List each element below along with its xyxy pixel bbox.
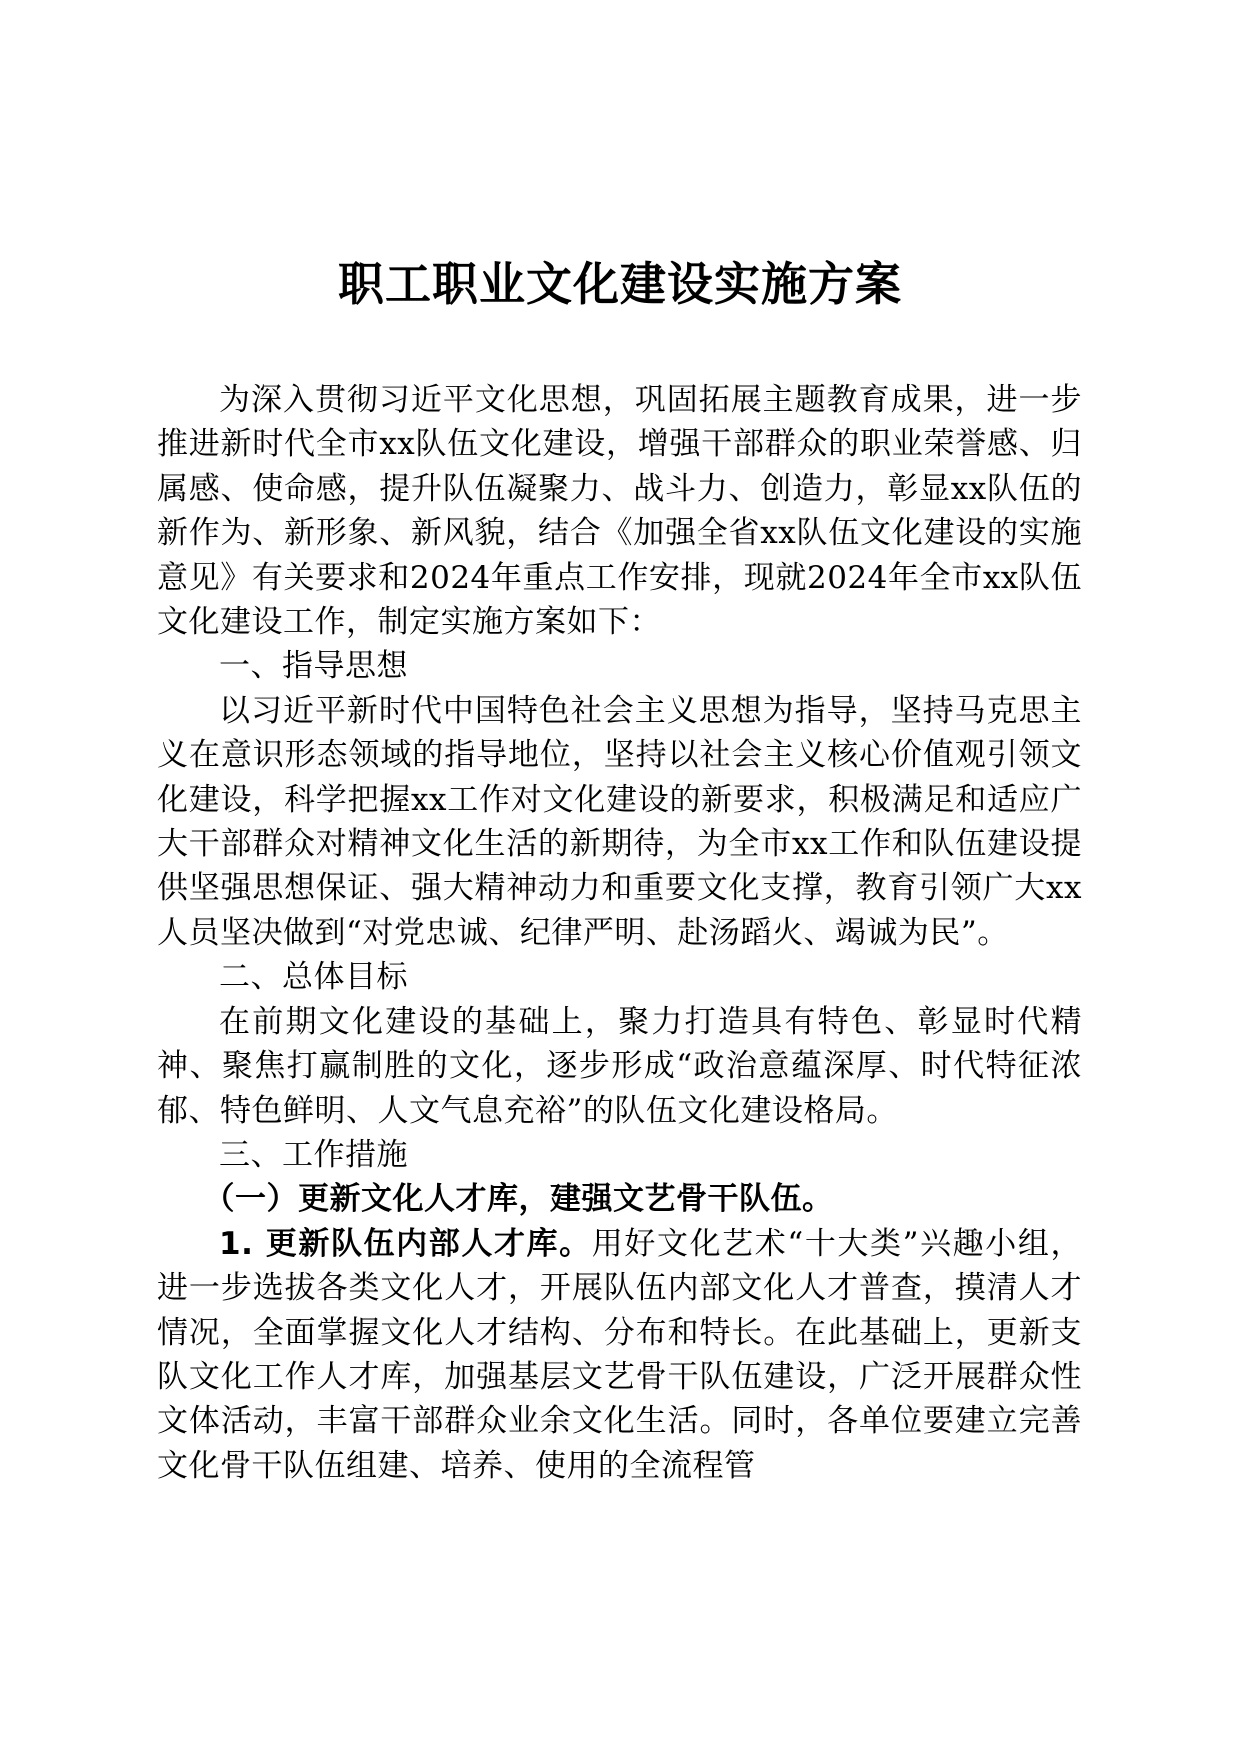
intro-paragraph: 为深入贯彻习近平文化思想，巩固拓展主题教育成果，进一步推进新时代全市xx队伍文化建设，增强干部群众的职业荣誉感、归属感、使命感，提升队伍凝聚力、战斗力、创造力，彰显xx队伍的新作为、新形象、新风貌，结合《加强全省xx队伍文化建设的实施意见》有关要求和2024年重点工作安排，现就2024年全市xx队伍文化建设工作，制定实施方案如下： [157, 382, 1082, 641]
section-heading-overall-goal: 二、总体目标 [219, 959, 408, 996]
subsection-heading-talent-pool: （一）更新文化人才库，建强文艺骨干队伍。 [203, 1181, 834, 1218]
item-lead: 1. 更新队伍内部人才库。 [219, 1225, 592, 1262]
section-heading-guiding-ideology: 一、指导思想 [219, 648, 408, 685]
item-paragraph-talent-pool [157, 1222, 1082, 1488]
document-title: 职工职业文化建设实施方案 [338, 257, 902, 311]
section-paragraph-guiding-ideology: 以习近平新时代中国特色社会主义思想为指导，坚持马克思主义在意识形态领域的指导地位，坚持以社会主义核心价值观引领文化建设，科学把握xx工作对文化建设的新要求，积极满足和适应广大干部群众对精神文化生活的新期待，为全市xx工作和队伍建设提供坚强思想保证、强大精神动力和重要文化支撑，教育引领广大xx人员坚决做到“对党忠诚、纪律严明、赴汤蹈火、竭诚为民”。 [157, 692, 1082, 951]
item-body: 用好文化艺术“十大类”兴趣小组，进一步选拔各类文化人才，开展队伍内部文化人才普查，摸清人才情况，全面掌握文化人才结构、分布和特长。在此基础上，更新支队文化工作人才库，加强基层文艺骨干队伍建设，广泛开展群众性文体活动，丰富干部群众业余文化生活。同时，各单位要建立完善文化骨干队伍组建、培养、使用的全流程管 [157, 1225, 1082, 1484]
document-body [157, 378, 1082, 1488]
section-paragraph-overall-goal: 在前期文化建设的基础上，聚力打造具有特色、彰显时代精神、聚焦打赢制胜的文化，逐步形成“政治意蕴深厚、时代特征浓郁、特色鲜明、人文气息充裕”的队伍文化建设格局。 [157, 1003, 1082, 1129]
section-heading-work-measures: 三、工作措施 [219, 1136, 408, 1173]
